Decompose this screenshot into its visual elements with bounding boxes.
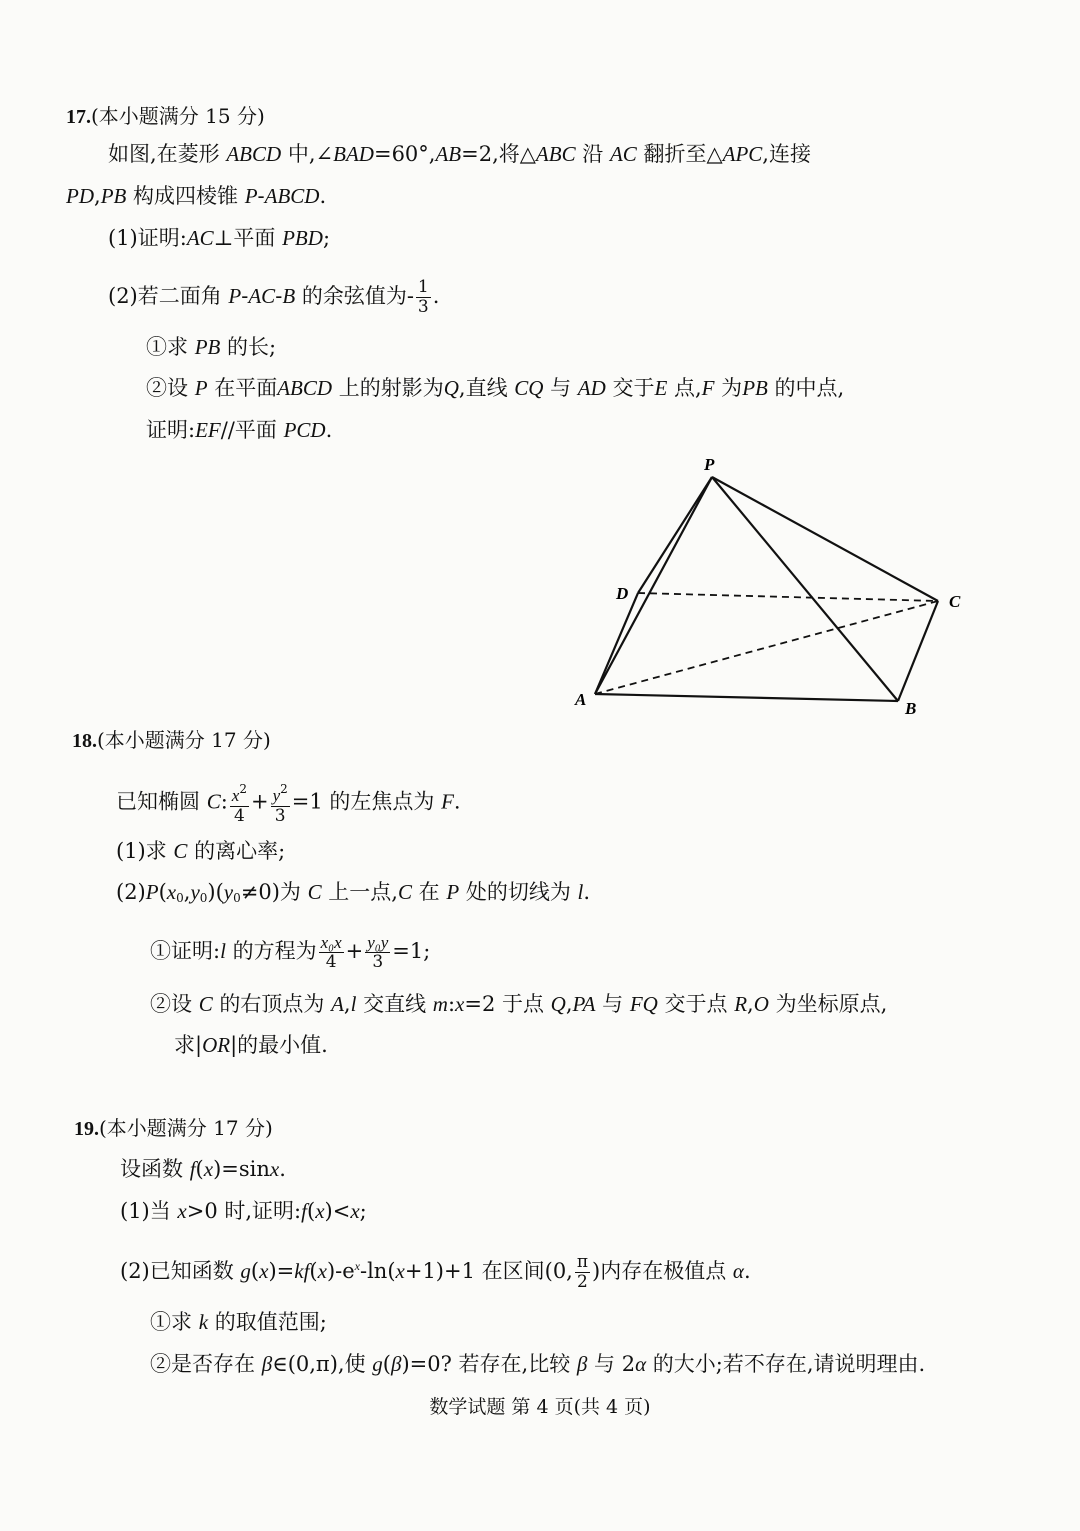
q19-part2: (2)已知函数 $g(x)=kf(x)-e^x-\ln(x+1)+1$ 在区间(0, $\frac{\pi}{2}$ )内存在极值点 α. [120,1252,751,1292]
q19-number: 19. [74,1118,99,1140]
q17-sub2: ②设 P 在平面ABCD 上的射影为Q,直线 CQ 与 AD 交于E 点,F 为PB 的中点, [146,376,845,400]
q19-frac-pi-2: $\frac{\pi}{2}$ [576,1252,589,1292]
label-P: P [704,455,715,474]
q18-sub1: ①证明:l 的方程为 $\frac{\text{x₀x}}{4}$ + $\frac{\text{y₀y}}{3}$ =1; [150,933,431,972]
pyramid-figure [560,450,980,720]
q18-score: (本小题满分 17 分) [97,728,271,752]
q19-score: (本小题满分 17 分) [99,1116,273,1140]
label-C: C [949,592,961,611]
q18-part1: (1)求 C 的离心率; [116,839,286,863]
q19-sub2: ②是否存在 β∈(0,π),使 g(β)=0? 若存在,比较 β 与 2α 的大小;若不存在,请说明理由. [150,1352,926,1376]
edge-PC [712,477,938,601]
q17-number: 17. [66,106,91,128]
edge-DA [595,593,638,694]
q18-frac-y0y-3: $\frac{\text{y₀y}}{3}$ [367,933,389,972]
q18-frac-x0x-4: $\frac{\text{x₀x}}{4}$ [320,933,342,972]
q17-score: (本小题满分 15 分) [91,104,265,128]
edge-DC-hidden [638,593,938,601]
q17-sub1: ①求 PB 的长; [146,335,277,359]
q19-sub1: ①求 k 的取值范围; [150,1310,327,1334]
q18-part2: $(2)P(x_0,y_0)(y_0\ne 0)$为 C 上一点,C 在 P 处的切线为 l. [116,880,591,905]
label-B: B [905,699,917,718]
edge-AC-hidden [595,601,938,694]
q17-sub2-cont: 证明:EF//平面 PCD. [146,418,333,442]
q17-fraction: $\frac{1}{3}$ [417,277,429,317]
q18-frac-y2-3: $\frac{y^2}{3}$ [272,782,288,826]
q18-number: 18. [72,730,97,752]
q17-stem: 如图,在菱形 ABCD 中,∠BAD=60°,AB=2,将△ABC 沿 AC 翻折至△APC,连接 [108,142,811,166]
edge-PB [712,477,898,701]
edge-PD [638,477,712,593]
q18-sub2: ②设 C 的右顶点为 A,l 交直线 m:x=2 于点 Q,PA 与 FQ 交于点 R,O 为坐标原点, [150,992,888,1016]
label-A: A [575,690,587,709]
q19-part1: (1)当 x>0 时,证明:f(x)<x; [120,1199,367,1223]
q19-stem: 设函数 f(x)=sinx. [120,1157,286,1181]
q18-header [72,725,271,756]
edge-AB [595,694,898,701]
q18-sub2-cont: 求|OR|的最小值. [174,1033,328,1057]
page-footer: 数学试题 第 4 页(共 4 页) [429,1396,651,1418]
q19-header [74,1113,273,1144]
q17-stem-cont: PD,PB 构成四棱锥 P-ABCD. [66,184,327,208]
label-D: D [616,584,629,603]
q18-frac-x2-4: $\frac{x^2}{4}$ [231,782,247,826]
q17-part1: (1)证明:AC⊥平面 PBD; [108,226,331,250]
edge-BC [898,601,938,701]
q18-stem: 已知椭圆 C: $\frac{x^2}{4}$ + $\frac{y^2}{3}$ =1 的左焦点为 F. [116,782,461,826]
q17-part2: (2)若二面角 P-AC-B 的余弦值为- $\frac{1}{3}$ . [108,277,440,317]
edge-PA [595,477,712,694]
q17-header [66,101,265,132]
